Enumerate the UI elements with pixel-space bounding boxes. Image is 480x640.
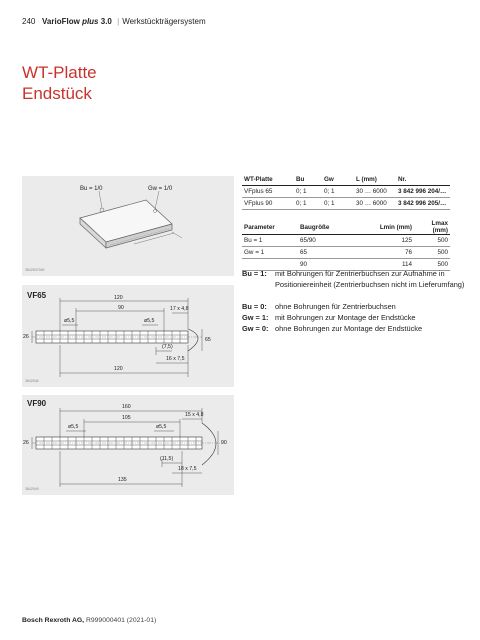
table-cell: VFplus 65	[242, 186, 294, 198]
table-cell: Bu = 1	[242, 235, 298, 247]
parameter-table	[242, 220, 450, 271]
vf90-technical-drawing	[22, 395, 234, 495]
order-table	[242, 174, 450, 210]
table-cell: 0; 1	[294, 186, 322, 198]
table-header: WT-Platte	[242, 174, 294, 186]
vf65-drawing-panel	[22, 285, 234, 387]
document-number: R999000401 (2021-01)	[85, 617, 157, 624]
legend-item	[242, 312, 452, 323]
vf90-code: 3842549	[25, 487, 39, 491]
page-title	[22, 62, 97, 104]
table-row	[242, 247, 450, 259]
vf65-dim-d55a: ø5,5	[64, 318, 75, 324]
vf90-dim-105: 105	[122, 415, 131, 421]
bu-label: Bu = 1/0	[80, 186, 103, 192]
table-header: Gw	[322, 174, 354, 186]
table-cell: 30 … 6000	[354, 186, 396, 198]
legend-item	[242, 323, 452, 334]
table-cell: 500	[414, 235, 450, 247]
legend-key: Gw = 0:	[242, 324, 269, 333]
table-header-row	[242, 174, 450, 186]
legend-key: Bu = 0:	[242, 302, 267, 311]
vf65-label: VF65	[27, 291, 47, 300]
table-cell: 65	[298, 247, 354, 259]
title-line-1: WT-Platte	[22, 63, 97, 82]
image-code: 3842547949	[25, 268, 45, 272]
table-cell: 65/90	[298, 235, 354, 247]
legend-text: ohne Bohrungen für Zentrierbuchsen	[275, 302, 396, 311]
vf65-dim-26: 26	[23, 334, 29, 340]
table-cell: 90	[298, 259, 354, 271]
part-number: 3 842 996 205/…	[396, 198, 450, 210]
page-number: 240	[22, 17, 36, 26]
table-cell: 30 … 6000	[354, 198, 396, 210]
part-number: 3 842 996 204/…	[396, 186, 450, 198]
parameter-legend	[242, 268, 465, 338]
vf90-drawing-panel	[22, 395, 234, 495]
header-separator: |	[117, 17, 120, 26]
table-cell: 114	[354, 259, 414, 271]
vf90-dim-135: 135	[118, 477, 127, 483]
page-footer	[22, 617, 156, 624]
table-header: Baugröße	[298, 220, 354, 235]
vf65-dim-d55b: ø5,5	[144, 318, 155, 324]
product-image-panel	[22, 176, 234, 276]
legend-key: Bu = 1:	[242, 269, 267, 278]
legend-text: mit Bohrungen zur Montage der Endstücke	[275, 313, 416, 322]
page-header	[22, 17, 206, 26]
table-header: Parameter	[242, 220, 298, 235]
vf65-dim-17: 17 x 4,8	[170, 306, 189, 312]
vf65-dim-75: (7,5)	[162, 344, 173, 350]
vf90-dim-d55b: ø5,5	[156, 424, 167, 430]
product-name-italic: plus	[82, 17, 99, 26]
table-header: Nr.	[396, 174, 450, 186]
section-name: Werkstückträgersystem	[122, 17, 206, 26]
table-cell: 0; 1	[322, 198, 354, 210]
title-line-2: Endstück	[22, 84, 92, 103]
table-row	[242, 186, 450, 198]
table-row	[242, 235, 450, 247]
vf65-technical-drawing	[22, 285, 234, 387]
product-version: 3.0	[100, 17, 112, 26]
vf65-dim-65: 65	[205, 337, 211, 343]
end-plate-illustration	[22, 176, 234, 276]
vf65-dim-120-bottom: 120	[114, 366, 123, 372]
vf65-dim-90: 90	[118, 305, 124, 311]
legend-item	[242, 268, 465, 301]
legend-text: ohne Bohrungen zur Montage der Endstücke	[275, 324, 423, 333]
legend-key: Gw = 1:	[242, 313, 269, 322]
table-cell: 500	[414, 259, 450, 271]
company-name: Bosch Rexroth AG,	[22, 617, 85, 624]
vf90-dim-90: 90	[221, 440, 227, 446]
vf90-dim-26: 26	[23, 440, 29, 446]
legend-item	[242, 301, 452, 312]
table-cell: 76	[354, 247, 414, 259]
table-cell: 500	[414, 247, 450, 259]
table-header: Bu	[294, 174, 322, 186]
product-name: VarioFlow	[42, 17, 80, 26]
table-row	[242, 198, 450, 210]
vf65-dim-16: 16 x 7,5	[166, 356, 185, 362]
legend-text: mit Bohrungen für Zentrierbuchsen zur Aufnahme in Positioniereinheit (Zentrierbuchsen nicht im Lieferumfang)	[275, 269, 465, 289]
vf90-dim-d55a: ø5,5	[68, 424, 79, 430]
table-cell: 125	[354, 235, 414, 247]
gw-label: Gw = 1/0	[148, 186, 173, 192]
table-cell: 0; 1	[294, 198, 322, 210]
table-cell: Gw = 1	[242, 247, 298, 259]
vf65-dim-120-top: 120	[114, 295, 123, 301]
table-cell: VFplus 90	[242, 198, 294, 210]
table-header: L (mm)	[354, 174, 396, 186]
vf90-dim-160: 160	[122, 404, 131, 410]
vf90-dim-11: (11,5)	[160, 456, 174, 462]
vf90-dim-18: 18 x 7,5	[178, 466, 197, 472]
table-header: Lmin (mm)	[354, 220, 414, 235]
vf90-dim-15: 15 x 4,8	[185, 412, 204, 418]
table-cell: 0; 1	[322, 186, 354, 198]
table-header-row	[242, 220, 450, 235]
vf65-code: 3842546	[25, 379, 39, 383]
table-header: Lmax (mm)	[414, 220, 450, 235]
vf90-label: VF90	[27, 399, 47, 408]
